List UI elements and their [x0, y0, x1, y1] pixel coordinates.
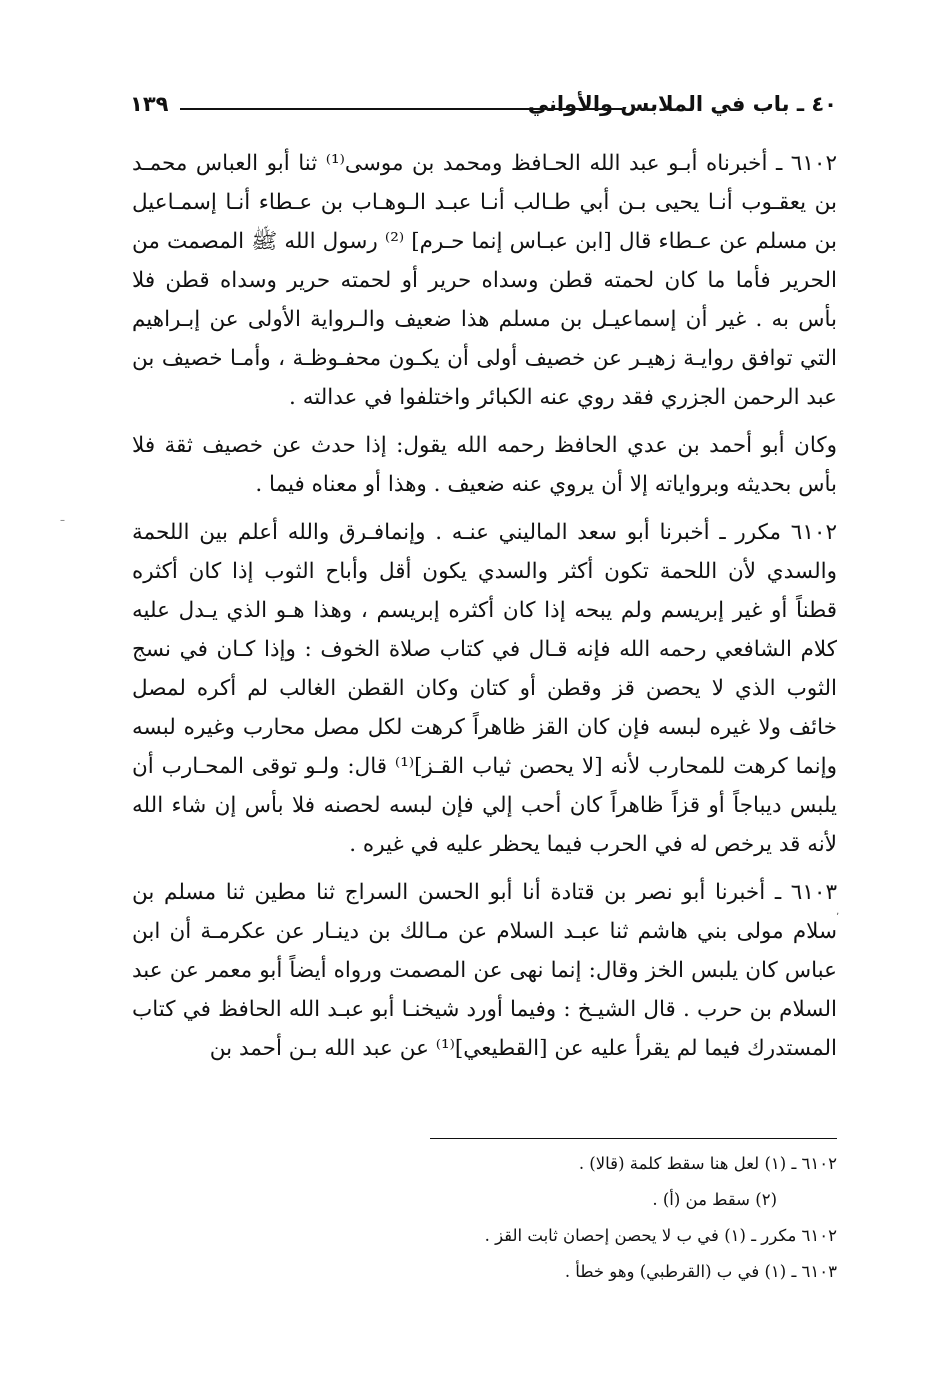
paragraph-6102-repeat: ٦١٠٢ مكرر ـ أخبرنا أبو سعد الماليني عنـه . وإنمافـرق والله أعلم بين اللحمة والسدي لأن اللحمة تكون أكثر والسدي يكون أقل وأباح الثوب إذا كان أكثره قطناً أو غير إبريسم ولم يبحه إذا كان أكثره إبريسم ، وهذا هـو الذي يـدل عليه كلام الشافعي رحمه الله فإنه قـال في كتاب صلاة الخوف : وإذا كـان في نسج الثوب الذي لا يحصن قز وقطن أو كتان وكان القطن الغالب لم أكره لمصل خائف ولا غيره لبسه فإن كان القز ظاهراً كرهت لكل مصل محارب وغيره لبسه وإنما كرهت للمحارب لأنه [لا يحصن ثياب القـز]⁽¹⁾ قال: ولـو توقى المحـارب أن يلبس ديباجاً أو قزاً ظاهراً كان أحب إلي فإن لبسه لحصنه فلا بأس إن شاء الله لأنه قد يرخص له في الحرب فيما يحظر عليه في غيره .: [132, 520, 838, 857]
main-text: [132, 144, 840, 1068]
chapter-title: ٤٠ ـ باب في الملابس والأواني: [527, 92, 837, 116]
paragraph-ibn-adi: وكان أبو أحمد بن عدي الحافظ رحمه الله يقول: إذا حدث عن خصيف ثقة فلا بأس بحديثه وبرواياته إلا أن يروي عنه ضعيف . وهذا أو معناه فيما .: [132, 433, 837, 497]
footnotes: [300, 1146, 837, 1290]
footnote-item: ٦١٠٢ ـ (١) لعل هنا سقط كلمة (قالا) .: [578, 1154, 837, 1173]
scan-speck: ʼ: [836, 912, 840, 923]
footnote-rule: [430, 1138, 837, 1139]
page-number: ١٣٩: [130, 92, 169, 116]
footnote-item: (٢) سقط من (أ) .: [652, 1190, 777, 1209]
paragraph-6102: ٦١٠٢ ـ أخبرناه أبـو عبد الله الحـافظ ومحمد بن موسى⁽¹⁾ ثنا أبو العباس محمـد بن يعقـوب أنـا يحيى بـن أبي طـالب أنـا عبـد الـوهـاب بن عـطاء أنـا إسمـاعيل بن مسلم عن عـطاء قال [ابن عبـاس إنما حـرم] ⁽²⁾ رسول الله ﷺ المصمت من الحرير فأما ما كان لحمته قطن وسداه حرير أو لحمته حرير وسداه قطن فلا بأس به . غير أن إسماعيـل بن مسلم هذا ضعيف والـرواية الأولى عن إبـراهيم التي توافق روايـة زهيـر عن خصيف أولى أن يكـون محفـوظـة ، وأمـا خصيف بن عبد الرحمن الجزري فقد روي عنه الكبائر واختلفوا في عدالته .: [132, 151, 837, 410]
running-header: [130, 92, 837, 126]
scan-speck: –: [60, 515, 65, 526]
header-rule: [180, 108, 622, 110]
footnote-item: ٦١٠٣ ـ (١) في ب (القرطبي) وهو خطأ .: [564, 1262, 837, 1281]
footnote-item: ٦١٠٢ مكرر ـ (١) في ب لا يحصن إحصان ثابت القز .: [484, 1226, 837, 1245]
paragraph-6103: ٦١٠٣ ـ أخبرنا أبو نصر بن قتادة أنا أبو الحسن السراج ثنا مطين ثنا مسلم بن سلام مولى بني هاشم ثنا عبـد السلام عن مـالك بن دينـار عن عكرمـة أن ابن عباس كان يلبس الخز وقال: إنما نهى عن المصمت ورواه أيضاً أبو معمر عن عبد السلام بن حرب . قال الشيـخ : وفيما أورد شيخنـا أبو عبـد الله الحافظ في كتاب المستدرك فيما لم يقرأ عليه عن [القطيعي]⁽¹⁾ عن عبد الله بـن أحمد بن: [132, 880, 837, 1061]
